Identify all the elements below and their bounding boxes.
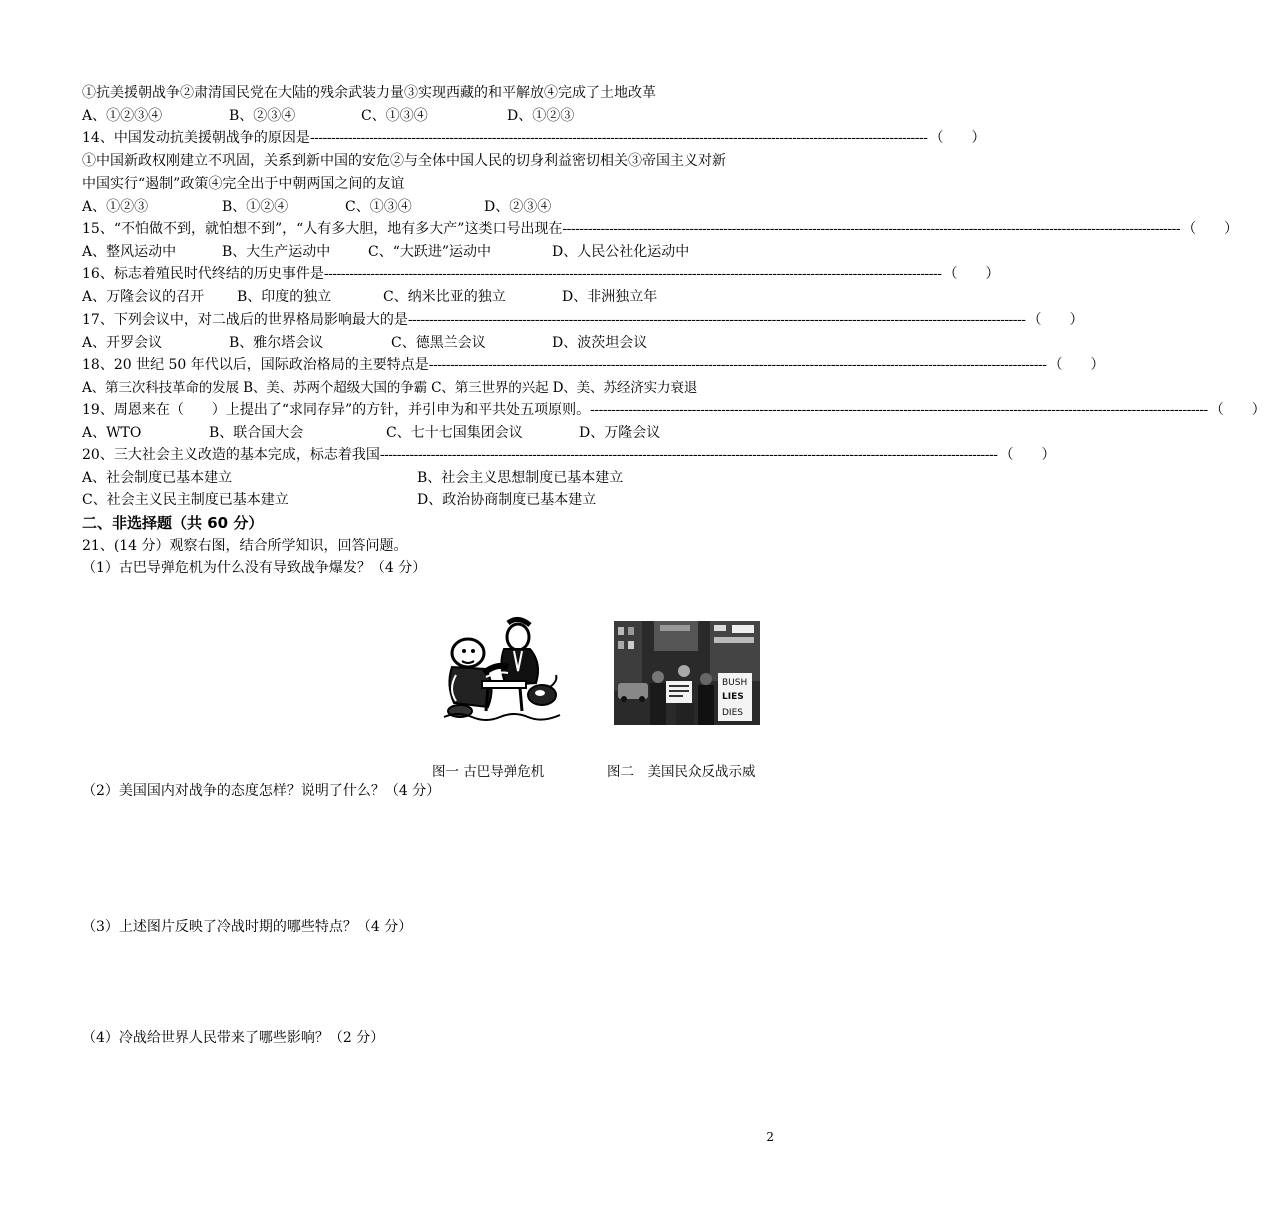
q19-stem-line [82, 400, 1266, 420]
q20-option-d: D、政治协商制度已基本建立 [417, 492, 597, 508]
q21-part1: （1）古巴导弹危机为什么没有导致战争爆发？（4 分） [82, 560, 427, 576]
q15-stem: 15、“不怕做不到，就怕想不到”，“人有多大胆，地有多大产”这类口号出现在 [82, 221, 563, 237]
q17-stem-line [82, 310, 1084, 330]
q17-option-a: A、开罗会议 [82, 335, 163, 351]
q16-stem-line [82, 264, 1000, 284]
answer-bracket: （ ） [1209, 402, 1266, 418]
q13-option-c: C、①③④ [361, 108, 428, 124]
q13-option-b: B、②③④ [229, 108, 296, 124]
q20-stem-line [82, 445, 1056, 465]
figure-antiwar-protest-photo [614, 621, 760, 725]
q16-options [82, 287, 778, 307]
q19-options [82, 423, 778, 443]
q19-option-b: B、联合国大会 [209, 425, 304, 441]
q15-option-c: C、“大跃进”运动中 [368, 244, 492, 260]
sign-text-1: BUSH [722, 678, 748, 688]
q17-option-c: C、德黑兰会议 [391, 335, 486, 351]
q14-option-c: C、①③④ [345, 199, 412, 215]
q15-stem-line [82, 219, 1239, 239]
q17-option-b: B、雅尔塔会议 [229, 335, 324, 351]
answer-bracket: （ ） [943, 266, 1000, 282]
q16-option-a: A、万隆会议的召开 [82, 289, 205, 305]
q15-option-b: B、大生产运动中 [222, 244, 331, 260]
q19-stem: 19、周恩来在（ ）上提出了“求同存异”的方针，并引申为和平共处五项原则。 [82, 402, 591, 418]
protest-photo-image [614, 621, 760, 725]
q17-option-d: D、波茨坦会议 [552, 335, 648, 351]
q17-stem: 17、下列会议中，对二战后的世界格局影响最大的是 [82, 312, 408, 328]
q13-option-a: A、①②③④ [82, 108, 163, 124]
q16-option-b: B、印度的独立 [237, 289, 332, 305]
q14-options [82, 197, 778, 217]
q20-stem: 20、三大社会主义改造的基本完成，标志着我国 [82, 447, 380, 463]
q15-option-d: D、人民公社化运动中 [552, 244, 690, 260]
q20-option-b: B、社会主义思想制度已基本建立 [417, 470, 624, 486]
q14-stem: 14、中国发动抗美援朝战争的原因是 [82, 130, 310, 146]
q16-option-c: C、纳米比亚的独立 [383, 289, 506, 305]
q19-option-a: A、WTO [82, 425, 142, 441]
answer-leader: -------------------------------------------------------------------------------------------------------------------------------------------------- [428, 357, 1047, 373]
sign-text-2: LIES [722, 692, 744, 702]
answer-leader: -------------------------------------------------------------------------------------------------------------------------------------------------- [309, 130, 928, 146]
q21-part3: （3）上述图片反映了冷战时期的哪些特点？（4 分） [82, 919, 413, 935]
q19-option-c: C、七十七国集团会议 [386, 425, 523, 441]
figure1-caption: 图一 古巴导弹危机 [432, 764, 545, 780]
q14-stem-line [82, 128, 986, 148]
answer-bracket: （ ） [999, 447, 1056, 463]
q18-stem-line [82, 355, 1105, 375]
q14-statements-cont: 中国实行“遏制”政策④完全出于中朝两国之间的友谊 [82, 176, 405, 192]
answer-bracket: （ ） [929, 130, 986, 146]
answer-leader: -------------------------------------------------------------------------------------------------------------------------------------------------- [590, 402, 1208, 418]
q21-part2: （2）美国国内对战争的态度怎样？说明了什么？（4 分） [82, 783, 441, 799]
figure2-caption: 图二 美国民众反战示威 [607, 764, 756, 780]
cartoon-image [438, 615, 568, 723]
q20-option-c: C、社会主义民主制度已基本建立 [82, 492, 289, 508]
q19-option-d: D、万隆会议 [579, 425, 661, 441]
page-number: 2 [766, 1130, 774, 1144]
q14-option-d: D、②③④ [484, 199, 552, 215]
q14-option-a: A、①②③ [82, 199, 149, 215]
q13-option-d: D、①②③ [507, 108, 575, 124]
sign-text-3: DIES [722, 708, 743, 718]
q15-options [82, 242, 778, 262]
q20-options-row2 [82, 490, 778, 510]
q18-stem: 18、20 世纪 50 年代以后，国际政治格局的主要特点是 [82, 357, 429, 373]
section-heading: 二、非选择题（共 60 分） [82, 514, 264, 532]
answer-bracket: （ ） [1027, 312, 1084, 328]
figure-cuban-missile-crisis-cartoon [438, 615, 568, 723]
q20-options-row1 [82, 468, 778, 488]
answer-bracket: （ ） [1048, 357, 1105, 373]
q13-options [82, 106, 778, 126]
q14-option-b: B、①②④ [222, 199, 289, 215]
q18-options: A、第三次科技革命的发展 B、美、苏两个超级大国的争霸 C、第三世界的兴起 D、美、苏经济实力衰退 [82, 380, 698, 396]
q21-part4: （4）冷战给世界人民带来了哪些影响？（2 分） [82, 1030, 385, 1046]
answer-leader: -------------------------------------------------------------------------------------------------------------------------------------------------- [407, 312, 1026, 328]
answer-leader: -------------------------------------------------------------------------------------------------------------------------------------------------- [379, 447, 998, 463]
answer-bracket: （ ） [1182, 221, 1239, 237]
q15-option-a: A、整风运动中 [82, 244, 177, 260]
answer-leader: -------------------------------------------------------------------------------------------------------------------------------------------------- [562, 221, 1181, 237]
q13-items-line: ①抗美援朝战争②肃清国民党在大陆的残余武装力量③实现西藏的和平解放④完成了土地改革 [82, 85, 656, 101]
q17-options [82, 333, 778, 353]
q16-option-d: D、非洲独立年 [562, 289, 658, 305]
q20-option-a: A、社会制度已基本建立 [82, 470, 233, 486]
answer-leader: -------------------------------------------------------------------------------------------------------------------------------------------------- [323, 266, 942, 282]
q21-instruction: 21、(14 分）观察右图，结合所学知识，回答问题。 [82, 538, 408, 554]
q16-stem: 16、标志着殖民时代终结的历史事件是 [82, 266, 324, 282]
q14-statements: ①中国新政权刚建立不巩固，关系到新中国的安危②与全体中国人民的切身利益密切相关③帝国主义对新 [82, 153, 726, 169]
